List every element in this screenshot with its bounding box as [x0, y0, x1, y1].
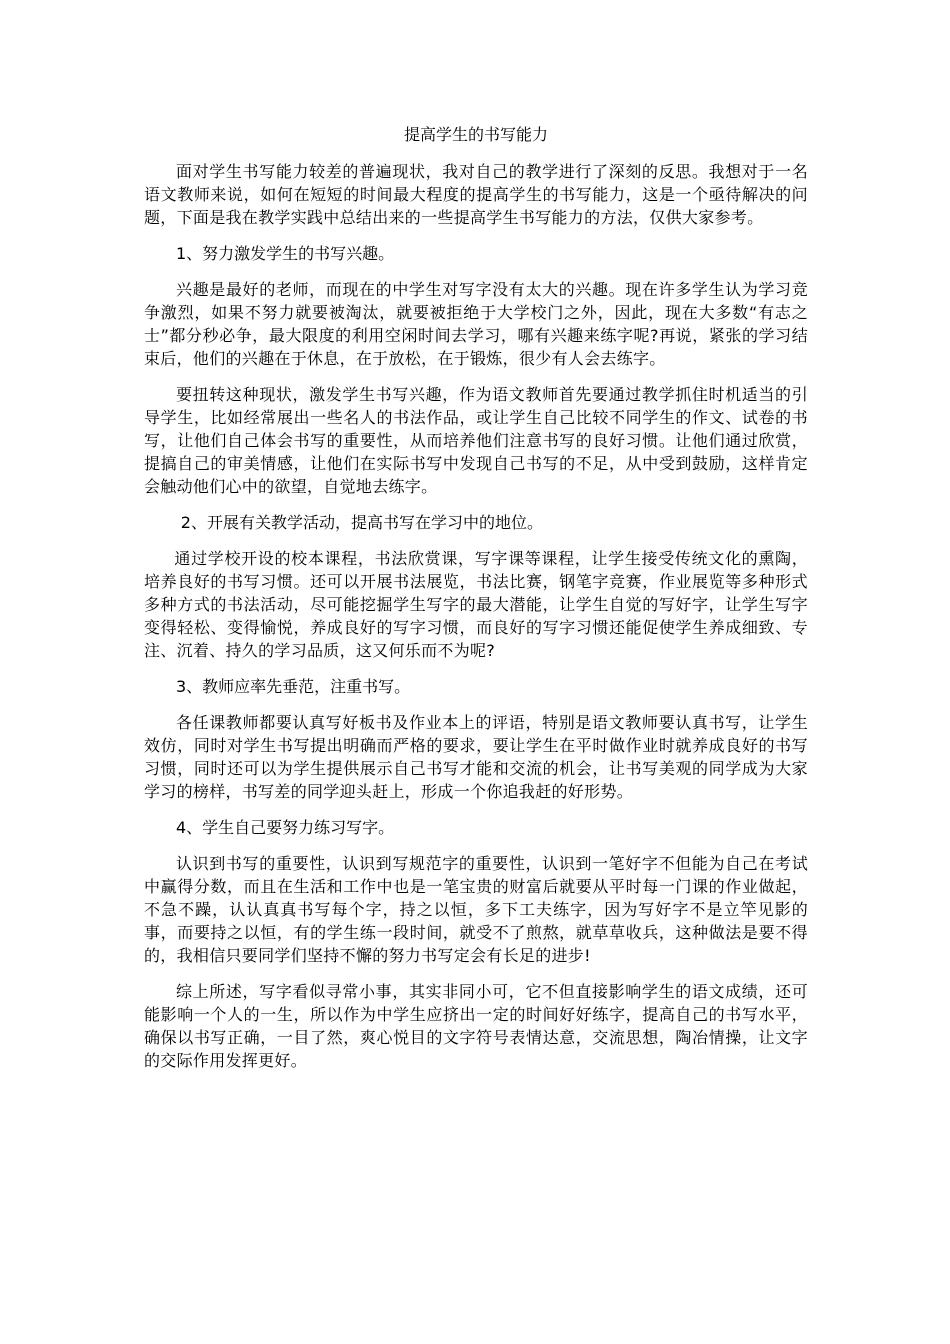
section-4-paragraph-1: 认识到书写的重要性，认识到写规范字的重要性，认识到一笔好字不但能为自己在考试中赢得分数，而且在生活和工作中也是一笔宝贵的财富后就要从平时每一门课的作业做起，不急不躁，认认真真书写每个字，持之以恒，多下工夫练字，因为写好字不是立竿见影的事，而要持之以恒，有的学生练一段时间，就受不了煎熬，就草草收兵，这种做法是要不得的，我相信只要同学们坚持不懈的努力书写定会有长足的进步! — [144, 854, 808, 965]
section-4-heading: 4、学生自己要努力练习写字。 — [176, 818, 395, 837]
document-page — [144, 124, 808, 1085]
section-1-paragraph-1: 兴趣是最好的老师，而现在的中学生对写字没有太大的兴趣。现在许多学生认为学习竞争激烈，如果不努力就要被淘汰，就要被拒绝于大学校门之外，因此，现在大多数“有志之士”都分秒必争，最大限度的利用空闲时间去学习，哪有兴趣来练字呢?再说，紧张的学习结束后，他们的兴趣在于休息，在于放松，在于锻炼，很少有人会去练字。 — [144, 280, 808, 368]
section-1-paragraph-2: 要扭转这种现状，激发学生书写兴趣，作为语文教师首先要通过教学抓住时机适当的引导学生，比如经常展出一些名人的书法作品，或让学生自己比较不同学生的作文、试卷的书写，让他们自己体会书写的重要性，从而培养他们注意书写的良好习惯。让他们通过欣赏，提搞自己的审美情感，让他们在实际书写中发现自己书写的不足，从中受到鼓励，这样肯定会触动他们心中的欲望，自觉地去练字。 — [144, 385, 808, 496]
document-title: 提高学生的书写能力 — [403, 125, 548, 144]
section-3-paragraph-1: 各任课教师都要认真写好板书及作业本上的评语，特别是语文教师要认真书写，让学生效仿，同时对学生书写提出明确而严格的要求，要让学生在平时做作业时就养成良好的书写习惯，同时还可以为学生提供展示自己书写才能和交流的机会，让书写美观的同学成为大家学习的榜样，书写差的同学迎头赶上，形成一个你追我赶的好形势。 — [144, 713, 808, 801]
section-2-heading: 2、开展有关教学活动，提高书写在学习中的地位。 — [180, 513, 543, 532]
conclusion-paragraph: 综上所述，写字看似寻常小事，其实非同小可，它不但直接影响学生的语文成绩，还可能影响一个人的一生，所以作为中学生应挤出一定的时间好好练字，提高自己的书写水平，确保以书写正确，一目了然，爽心悦目的文字符号表情达意，交流思想，陶冶情操，让文字的交际作用发挥更好。 — [144, 982, 808, 1070]
section-1-heading: 1、努力激发学生的书写兴趣。 — [176, 244, 395, 263]
section-3-heading: 3、教师应率先垂范，注重书写。 — [176, 677, 411, 696]
section-2-paragraph-1: 通过学校开设的校本课程，书法欣赏课，写字课等课程，让学生接受传统文化的熏陶，培养良好的书写习惯。还可以开展书法展览，书法比赛，钢笔字竞赛，作业展览等多种形式多种方式的书法活动，尽可能挖掘学生写字的最大潜能，让学生自觉的写好字，让学生写字变得轻松、变得愉悦，养成良好的写字习惯，而良好的写字习惯还能促使学生养成细致、专注、沉着、持久的学习品质，这又何乐而不为呢? — [144, 549, 808, 660]
intro-paragraph: 面对学生书写能力较差的普遍现状，我对自己的教学进行了深刻的反思。我想对于一名语文教师来说，如何在短短的时间最大程度的提高学生的书写能力，这是一个亟待解决的问题，下面是我在教学实践中总结出来的一些提高学生书写能力的方法，仅供大家参考。 — [144, 162, 808, 227]
